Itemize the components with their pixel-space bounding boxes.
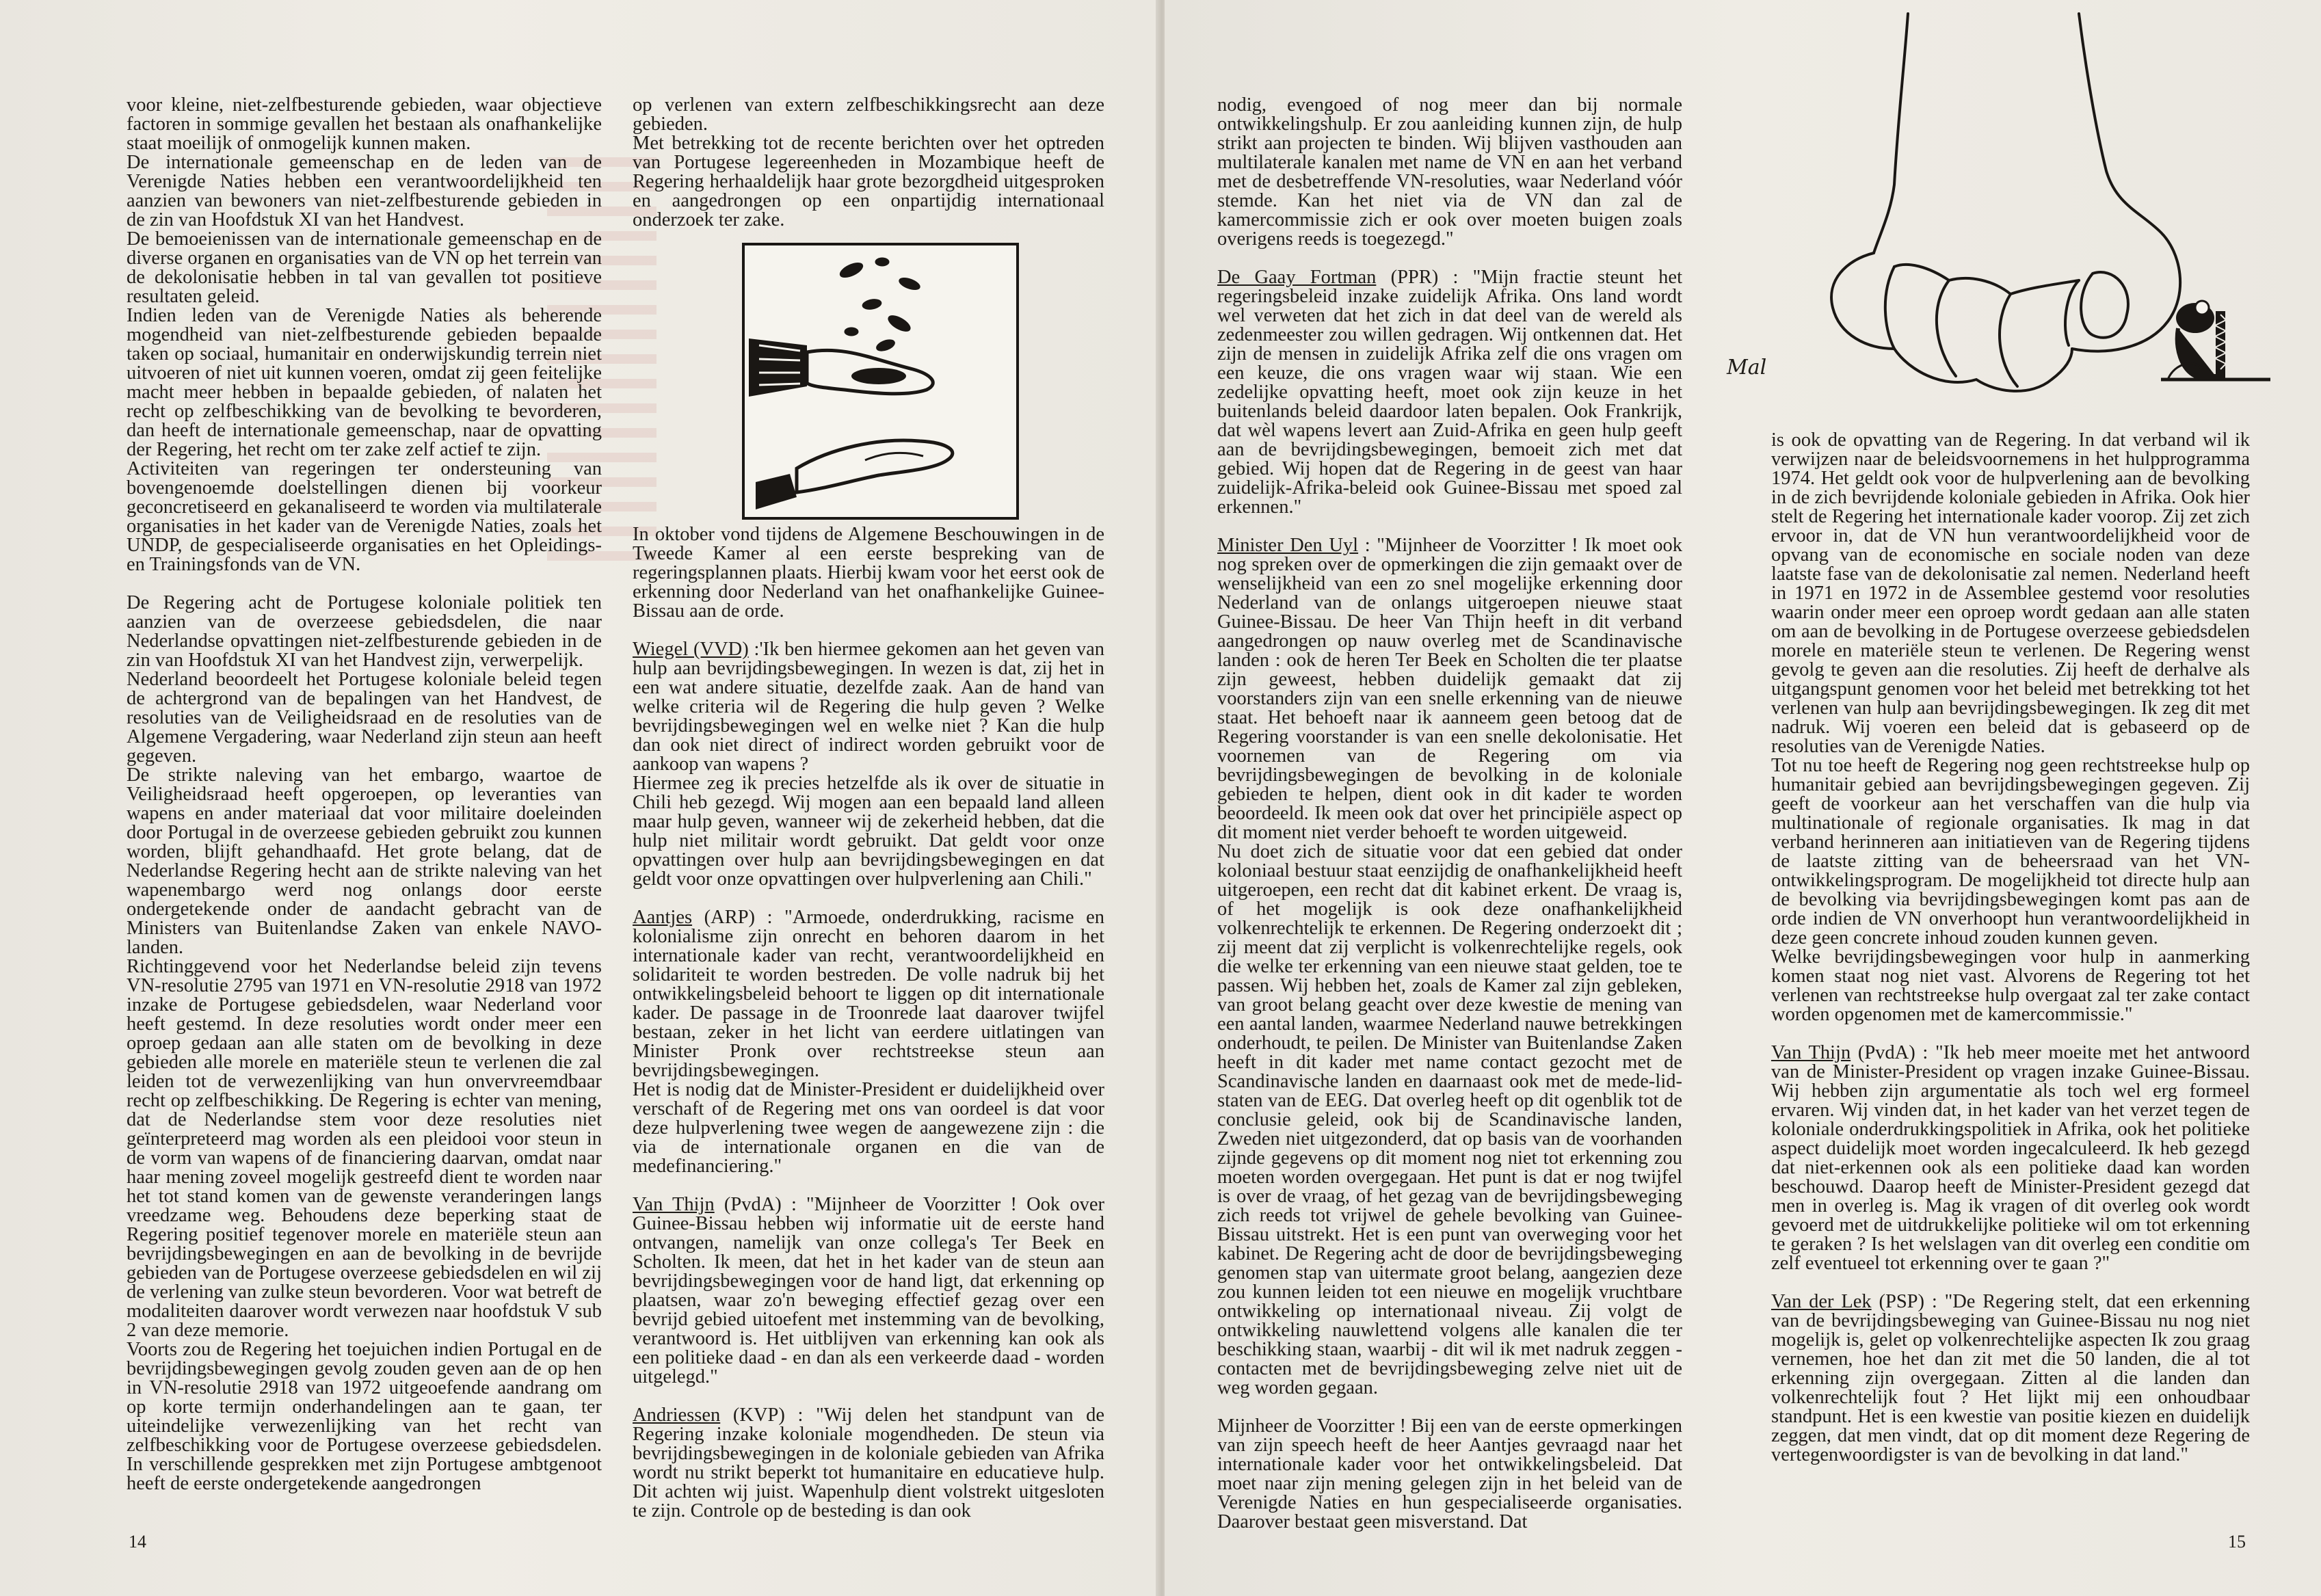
paragraph: Wiegel (VVD) :'Ik ben hiermee gekomen aan het geven van hulp aan bevrijdingsbewegingen. In wezen is dat, zij het in een wat andere situatie, dezelfde zaak. Aan de hand van welke criteria wil de Regering die hulp geven ? Welke bevrijdingsbewegingen wel en welke niet ? Kan die hulp dan ook niet direct of indirect worden gebruikt voor de aankoop van wapens ? — [633, 639, 1104, 775]
paragraph: voor kleine, niet-zelfbesturende gebieden, waar objectieve factoren in sommige gevallen het bestaan als onafhankelijke staat moeilijk of onmogelijk kunnen maken. — [127, 94, 602, 154]
paragraph: Voorts zou de Regering het toejuichen indien Portugal en de bevrijdingsbewegingen gevolg zouden geven aan de op hen in VN-resolutie 2918 van 1972 uitgeoefende aandrang om op korte termijn onderhandelingen aan te gaan, ter uiteindelijke verwezenlijking van het recht van zelfbeschikking voor de Portugese overzeese gebiedsdelen. In verschillende gesprekken met zijn Portugese ambtgenoot heeft de eerste ondergetekende aangedrongen — [127, 1339, 602, 1494]
paragraph: Van Thijn (PvdA) : "Mijnheer de Voorzitter ! Ook over Guinee-Bissau hebben wij informatie uit de eerste hand ontvangen, namelijk van onze collega's Ter Beek en Scholten. Ik meen, dat het in het kader van de steun aan bevrijdingsbewegingen voor de hand ligt, dat erkenning op plaatsen, waar zo'n beweging effectief gezag over een bevrijd gebied uitoefent met instemming van de bevolking, verantwoord is. Het uitblijven van erkenning kan ook als een politieke daad - en dan als een verkeerde daad - worden uitgelegd." — [633, 1194, 1104, 1387]
speaker-name: Minister Den Uyl — [1217, 535, 1359, 556]
paragraph: Met betrekking tot de recente berichten over het optreden van Portugese legereenheden in Mozambique heeft de Regering herhaaldelijk haar grote bezorgdheid uitgesproken en aangedrongen op een onpartijdig internationaal onderzoek ter zake. — [633, 133, 1104, 230]
paragraph: Welke bevrijdingsbewegingen voor hulp in aanmerking komen staat nog niet vast. Alvorens de Regering tot het verlenen van rechtstreekse hulp overgaat zal ter zake contact worden opgenomen met de kamercommissie." — [1771, 946, 2250, 1025]
paragraph: Mijnheer de Voorzitter ! Bij een van de eerste opmerkingen van zijn speech heeft de heer Aantjes gevraagd naar het internationale kader voor het ontwikkelingsbeleid. Dat moet naar zijn mening gelegen zijn in het beleid van de Verenigde Naties en hun gespecialiseerde organisaties. Daarover bestaat geen misverstand. Dat — [1217, 1415, 1682, 1532]
paragraph: De strikte naleving van het embargo, waartoe de Veiligheidsraad heeft opgeroepen, op leveranties van wapens en ander materiaal dat voor militaire doeleinden door Portugal in de overzeese gebieden gebruikt zou kunnen worden, blijft gehandhaafd. Het grote belang, dat de Nederlandse Regering hecht aan de strikte naleving van het wapenembargo werd nog onlangs door eerste ondergetekende onder de aandacht gebracht van de Ministers van Buitenlandse Zaken van enkele NAVO-landen. — [127, 764, 602, 958]
paragraph: Activiteiten van regeringen ter ondersteuning van bovengenoemde doelstellingen dienen bij voorkeur geconcretiseerd en gekanaliseerd te worden via multilaterale organisaties in het kader van de Verenigde Naties, zoals het UNDP, de gespecialiseerde organisaties en het Opleidings- en Trainingsfonds van de VN. — [127, 458, 602, 575]
page-number-left: 14 — [129, 1532, 146, 1552]
paragraph-gap — [633, 1176, 1104, 1195]
speaker-name: Andriessen — [633, 1405, 721, 1426]
paragraph: Hiermee zeg ik precies hetzelfde als ik over de situatie in Chili heb gezegd. Wij mogen aan een bepaald land alleen maar hulp geven, wanneer wij de zekerheid hebben, dat die hulp niet militair wordt gebruikt. Dat geldt voor onze opvattingen over hulp aan bevrijdingsbewegingen en dat geldt voor onze opvattingen over hulpverlening aan Chili." — [633, 773, 1104, 890]
paragraph: is ook de opvatting van de Regering. In dat verband wil ik verwijzen naar de beleidsvoornemens in het hulpprogramma 1974. Het geldt ook voor de hulpverlening aan de bevolking in de zich bevrijdende koloniale gebieden in Afrika. Ook hier stelt de Regering het internationale kader voorop. Zij zet zich ervoor in, dat de VN hun verantwoordelijkheid voor de opvang van de economische en sociale noden van deze laatste fase van de dekolonisatie zal nemen. Nederland heeft in 1971 en 1972 in de Assemblee gestemd voor resoluties waarin onder meer een oproep wordt gedaan aan alle staten om aan de bevolking in de Portugese overzeese gebiedsdelen morele en materiële steun te verlenen. De Regering wenst gevolg te geven aan die resoluties. Zij heeft de derhalve als uitgangspunt genomen voor het beleid met betrekking tot het verlenen van hulp aan bevrijdingsbewegingen. Ik zeg dit met nadruk. Wij voeren een beleid dat is gebaseerd op de resoluties van de Verenigde Naties. — [1771, 429, 2250, 757]
page-number-right: 15 — [2228, 1532, 2246, 1552]
left-column-2-top — [633, 96, 1104, 230]
paragraph-gap — [1771, 1273, 2250, 1292]
paragraph: Aantjes (ARP) : "Armoede, onderdrukking, racisme en kolonialisme zijn onrecht en behoren daarom in het internationale kader van recht, verantwoordelijkheid en solidariteit te worden bestreden. De volle nadruk bij het ontwikkelingsbeleid behoort te liggen op dit internationale kader. De passage in de Troonrede laat daarover twijfel bestaan, zeker in het licht van eerdere uitlatingen van Minister Pronk over rechtstreekse steun aan bevrijdingsbewegingen. — [633, 907, 1104, 1081]
speaker-name: Aantjes — [633, 907, 693, 928]
cartoon-signature: Mal — [1727, 356, 1767, 380]
paragraph: De Regering acht de Portugese koloniale politiek ten aanzien van de overzeese gebiedsdelen, die naar Nederlandse opvattingen niet-zelfbesturende gebieden in de zin van Hoofdstuk XI van het Handvest zijn, verwerpelijk. — [127, 592, 602, 671]
paragraph: De Gaay Fortman (PPR) : "Mijn fractie steunt het regeringsbeleid inzake zuidelijk Afrika. Ons land wordt wel verweten dat het zich in dat deel van de wereld als zedenmeester zou willen gedragen. Wij ontkennen dat. Het zijn de mensen in zuidelijk Afrika zelf die ons vragen om een keuze, die ons vragen waar wij staan. Wie een zedelijke opvatting heeft, moet ook zijn keuze in het buitenlands beleid daardoor laten bepalen. Ook Frankrijk, dat wèl wapens levert aan Zuid-Afrika en geen hulp geeft aan de bevrijdingsbewegingen, bemoeit zich met dat gebied. Wij hopen dat de Regering in de geest van haar zuidelijk-Afrika-beleid ook Guinee-Bissau met spoed zal erkennen." — [1217, 267, 1682, 518]
paragraph: Het is nodig dat de Minister-President er duidelijkheid over verschaft of de Regering met ons van oordeel is dat voor deze hulpverlening twee wegen de aangewezene zijn : die via de internationale organen en die van de medefinanciering." — [633, 1079, 1104, 1177]
paragraph: Indien leden van de Verenigde Naties als beherende mogendheid van niet-zelfbesturende gebieden bepaalde taken op sociaal, humanitair en onderwijskundig terrein niet uitvoeren of niet uit kunnen voeren, omdat zij geen feitelijke macht meer hebben in bepaalde gebieden, of nalaten het recht op zelfbeschikking van de bevolking te bevorderen, dan heeft de internationale gemeenschap, naar de opvatting der Regering, het recht om ter zake zelf actief te zijn. — [127, 305, 602, 460]
right-column-1 — [1217, 96, 1682, 1532]
paragraph: Tot nu toe heeft de Regering nog geen rechtstreekse hulp op humanitair gebied aan bevrijdingsbewegingen gegeven. Zij geeft de voorkeur aan het verschaffen van die hulp via multinationale of regionale organisaties. Ik mag in dat verband herinneren aan initiatieven van de Regering tijdens de laatste zitting van de beheersraad van het VN-ontwikkelingsprogram. De mogelijkheid tot directe hulp aan de bevolking via bevrijdingsbewegingen komt pas aan de orde indien de VN onverhoopt hun verantwoordelijkheid in deze geen concrete inhoud zouden kunnen geven. — [1771, 755, 2250, 948]
paragraph: In oktober vond tijdens de Algemene Beschouwingen in de Tweede Kamer al een eerste bespreking van de regeringsplannen plaats. Hierbij kwam voor het eerst ook de erkenning door Nederland van het onafhankelijke Guinee-Bissau aan de orde. — [633, 524, 1104, 622]
left-column-2-bottom — [633, 525, 1104, 1521]
giant-foot-cartoon-illustration — [1723, 7, 2311, 424]
paragraph: Nederland beoordeelt het Portugese koloniale beleid tegen de achtergrond van de bepalingen van het Handvest, de resoluties van de Veiligheidsraad en de resoluties van de Algemene Vergadering, waar Nederland zijn steun aan heeft gegeven. — [127, 669, 602, 767]
paragraph: Andriessen (KVP) : "Wij delen het standpunt van de Regering inzake koloniale mogendheden. De steun via bevrijdingsbewegingen in de koloniale gebieden van Afrika wordt nu strikt beperkt tot humanitaire en educatieve hulp. Dit achten wij juist. Wapenhulp dient volstrekt uitgesloten te zijn. Controle op de besteding is dan ook — [633, 1405, 1104, 1521]
paragraph-gap — [1771, 1024, 2250, 1043]
speaker-name: Van Thijn — [633, 1194, 715, 1215]
right-column-2 — [1771, 431, 2250, 1465]
speaker-name: Wiegel (VVD) — [633, 639, 749, 660]
paragraph: Van der Lek (PSP) : "De Regering stelt, dat een erkenning van de bevrijdingsbeweging van Guinee-Bissau nu nog niet mogelijk is, gelet op volkenrechtelijke aspecten Ik zou graag vernemen, hoe het dan zit met die 50 landen, die al tot erkenning zijn overgegaan. Zitten al die landen dan volkenrechtelijk fout ? Het lijkt mij een onhoudbaar standpunt. Het is een kwestie van positie kiezen en duidelijk zeggen, dat men vindt, dat op dit moment deze Regering de vertegenwoordigster is van de bevolking in dat land." — [1771, 1291, 2250, 1465]
paragraph-gap — [1217, 517, 1682, 536]
paragraph-gap — [1217, 249, 1682, 268]
paragraph: Minister Den Uyl : "Mijnheer de Voorzitter ! Ik moet ook nog spreken over de opmerkingen die zijn gemaakt over de wenselijkheid van een zo snel mogelijke erkenning door Nederland van de onlangs uitgeroepen nieuwe staat Guinee-Bissau. De heer Van Thijn heeft in dit verband aangedrongen op nauw overleg met de Scandinavische landen : ook de heren Ter Beek en Scholten die ter plaatse zijn geweest, hebben duidelijk gemaakt dat zij voorstanders zijn van een snelle erkenning van de nieuwe staat. Het behoeft naar ik aanneem geen betoog dat de Regering voorstander is van een snelle dekolonisatie. Het voornemen van de Regering om via bevrijdingsbewegingen de bevolking in de koloniale gebieden te helpen, dient ook in dit kader te worden beoordeeld. Ik meen ook dat over het principiële aspect op dit moment niet verder behoeft te worden uitgeweid. — [1217, 535, 1682, 843]
paragraph: Nu doet zich de situatie voor dat een gebied dat onder koloniaal bestuur staat eenzijdig de onafhankelijkheid heeft uitgeroepen, een recht dat dit kabinet erkent. De vraag is, of het mogelijk is ook deze onafhankelijkheid volkenrechtelijk te erkennen. De Regering onderzoekt dit ; zij meent dat zij verplicht is volkenrechtelijke regels, ook die welke ter erkenning van een nieuwe staat gelden, toe te passen. Wij hebben het, zoals de Kamer zal zijn gebleken, van groot belang geacht over deze kwestie de mening van een aantal landen, waarmee Nederland nauwe betrekkingen onderhoudt, te peilen. De Minister van Buitenlandse Zaken heeft in dit kader met name contact gezocht met de Scandinavische landen en daarnaast ook met de mede-lid-staten van de EEG. Dat overleg heeft op dit ogenblik tot de conclusie geleid, ook bij de Scandinavische landen, Zweden niet uitgezonderd, dat op basis van de voorhanden zijnde gegevens op dit moment nog niet tot erkenning zou moeten worden overgegaan. Het punt is dat er nog twijfel is over de vraag, of het gezag van de bevrijdingsbeweging zich reeds tot vrijwel de gehele bevolking van Guinee-Bissau uitstrekt. Het is een punt van overweging voor het kabinet. De Regering acht de door de bevrijdingsbeweging genomen stap van uitermate groot belang, aangezien deze zou kunnen leiden tot een nieuwe en mogelijk vruchtbare ontwikkeling op internationaal niveau. Zij volgt de ontwikkeling nauwlettend volgens alle kanalen die ter beschikking staan, waarbij - dit wil ik met nadruk zeggen - contacten met de bevrijdingsbeweging zelve niet uit de weg worden gegaan. — [1217, 841, 1682, 1398]
left-page — [0, 0, 1159, 1596]
paragraph-gap — [127, 574, 602, 594]
right-page — [1165, 0, 2321, 1596]
speaker-name: Van der Lek — [1771, 1291, 1872, 1312]
coins-hands-illustration — [742, 243, 1019, 520]
left-column-1 — [127, 96, 602, 1493]
paragraph: De bemoeienissen van de internationale gemeenschap en de diverse organen en organisaties van de VN op het terrein van de dekolonisatie hebben in tal van gevallen tot positieve resultaten geleid. — [127, 228, 602, 307]
speaker-name: De Gaay Fortman — [1217, 267, 1377, 288]
paragraph-gap — [1217, 1398, 1682, 1417]
paragraph-gap — [633, 889, 1104, 908]
paragraph-gap — [633, 621, 1104, 640]
paragraph: Van Thijn (PvdA) : "Ik heb meer moeite met het antwoord van de Minister-President op vragen inzake Guinee-Bissau. Wij hebben zijn argumentatie als toch wel erg formeel ervaren. Wij vinden dat, in het kader van het verzet tegen de koloniale onderdrukkingspolitiek in Afrika, ook het politieke aspect duidelijk moet worden ingecalculeerd. Ik heb gezegd dat niet-erkennen ook als een politieke daad kan worden beschouwd. Daarop heeft de Minister-President gezegd dat men in overleg is. Mag ik vragen of dit overleg ook wordt gevoerd met de uitdrukkelijke politieke wil om tot erkenning te geraken ? Is het welslagen van dit overleg een conditie om zelf eventueel tot erkenning over te gaan ?" — [1771, 1042, 2251, 1274]
paragraph: nodig, evengoed of nog meer dan bij normale ontwikkelingshulp. Er zou aanleiding kunnen zijn, de hulp strikt aan projecten te binden. Wij blijven vasthouden aan multilaterale kanalen met name de VN en aan het verband met de desbetreffende VN-resoluties, waar Nederland vóór stemde. Kan het niet via de VN dan zal de kamercommissie zich er ook over moeten buigen zoals overigens reeds is toegezegd." — [1217, 94, 1682, 250]
paragraph: Richtinggevend voor het Nederlandse beleid zijn tevens VN-resolutie 2795 van 1971 en VN-resolutie 2918 van 1972 inzake de Portugese gebiedsdelen, waar Nederland voor heeft gestemd. In deze resoluties wordt onder meer een oproep gedaan aan alle staten om de bevolking in deze gebieden alle morele en materiële steun te verlenen die zal leiden tot de verwezenlijking van hun onvervreemdbaar recht op zelfbeschikking. De Regering is echter van mening, dat de Nederlandse stem voor deze resoluties niet geïnterpreteerd mag worden als een pleidooi voor steun in de vorm van wapens of de financiering daarvan, omdat naar haar mening zoveel mogelijk gestreefd dient te worden naar het tot stand komen van de gewenste veranderingen langs vreedzame weg. Behoudens deze beperking staat de Regering positief tegenover morele en materiële steun aan bevrijdingsbewegingen en aan de bevolking in de bevrijde gebieden van de Portugese overzeese gebiedsdelen en wil zij de verlening van zulke steun bevorderen. Voor wat betreft de modaliteiten daarover wordt verwezen naar hoofdstuk V sub 2 van deze memorie. — [127, 956, 602, 1341]
paragraph: De internationale gemeenschap en de leden van de Verenigde Naties hebben een verantwoordelijkheid ten aanzien van bewoners van niet-zelfbesturende gebieden in de zin van Hoofdstuk XI van het Handvest. — [127, 152, 602, 230]
paragraph-gap — [633, 1387, 1104, 1406]
speaker-name: Van Thijn — [1771, 1042, 1851, 1063]
paragraph: op verlenen van extern zelfbeschikkingsrecht aan deze gebieden. — [633, 94, 1104, 135]
